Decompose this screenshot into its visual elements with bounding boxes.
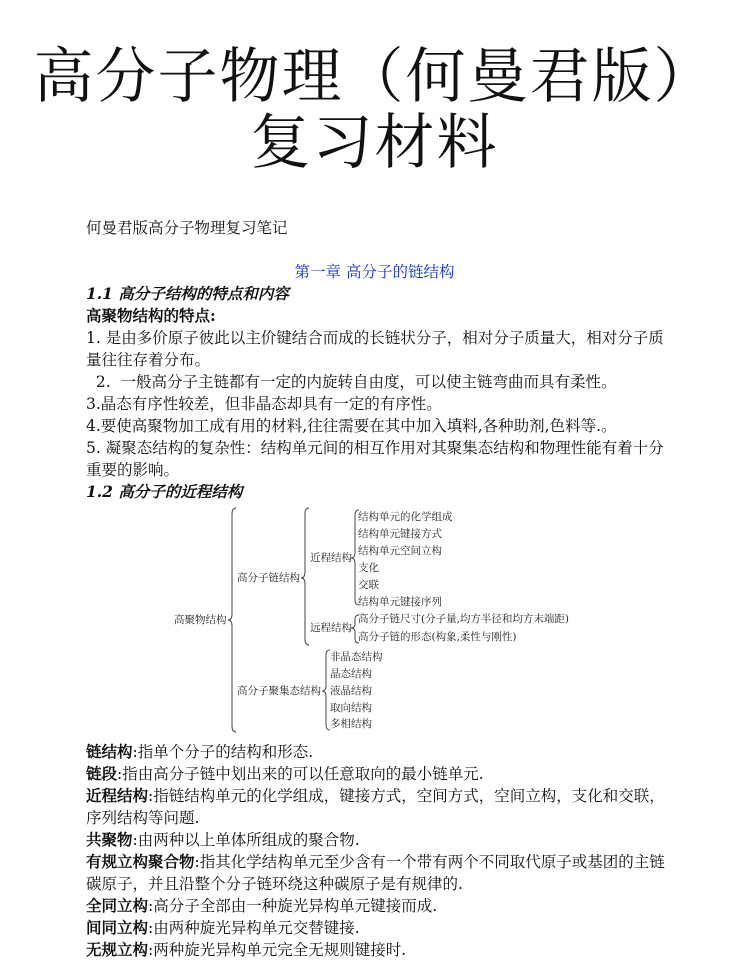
definition: [86, 741, 671, 763]
leaf: 结构单元键接方式: [358, 528, 442, 540]
section-heading: 1.1 高分子结构的特点和内容: [86, 284, 289, 303]
section-heading: 1.2 高分子的近程结构: [86, 482, 243, 501]
definition-text: :高分子全部由一种旋光异构单元键接而成.: [148, 897, 438, 915]
leaf: 液晶结构: [330, 685, 372, 697]
subtitle: 何曼君版高分子物理复习笔记: [86, 219, 288, 237]
leaf: 交联: [358, 579, 379, 591]
node-short-range: 近程结构: [310, 552, 352, 564]
brace: [228, 508, 236, 732]
section-1-1: [86, 283, 671, 503]
leaf: 取向结构: [330, 702, 372, 714]
term: 近程结构: [86, 786, 149, 805]
brace: [301, 508, 309, 645]
definition-text: :指由高分子链中划出来的可以任意取向的最小链单元.: [117, 765, 484, 783]
definition-text: :由两种旋光异构单元交替键接.: [148, 919, 360, 937]
definition-text: :指其化学结构单元至少含有一个带有两个不同取代原子或基团的主链碳原子，并且沿整个分子链环绕这种碳原子是有规律的.: [86, 853, 665, 893]
definition: [86, 895, 671, 917]
definition: [86, 917, 671, 939]
list-item: 1. 是由多价原子彼此以主价键结合而成的长链状分子，相对分子质量大，相对分子质量往往存着分布。: [86, 329, 664, 369]
term: 链结构: [86, 742, 133, 761]
definitions: [86, 741, 671, 961]
term: 全同立构: [86, 896, 149, 915]
leaf: 晶态结构: [330, 668, 372, 680]
subheading: 高聚物结构的特点:: [86, 306, 216, 325]
definition: [86, 829, 671, 851]
definition-text: :指链结构单元的化学组成，键接方式，空间方式，空间立构，支化和交联，序列结构等问题.: [86, 787, 665, 827]
node-root: 高聚物结构: [174, 614, 227, 626]
definition-text: :由两种以上单体所组成的聚合物.: [132, 831, 360, 849]
definition: [86, 785, 671, 829]
leaf: 结构单元空间立构: [358, 545, 442, 557]
leaf: 结构单元键接序列: [358, 596, 442, 608]
leaf: 高分子链的形态(构象,柔性与刚性): [358, 631, 517, 643]
definition-text: :指单个分子的结构和形态.: [132, 743, 314, 761]
list-item: 2. 一般高分子主链都有一定的内旋转自由度，可以使主链弯曲而具有柔性。: [86, 373, 617, 391]
brace: [351, 510, 359, 605]
leaf: 高分子链尺寸(分子量,均方半径和均方末端距): [358, 613, 570, 625]
node-aggregate: 高分子聚集态结构: [237, 685, 321, 697]
node-long-range: 远程结构: [310, 622, 352, 634]
definition-text: :两种旋光异构单元完全无规则键接时.: [148, 941, 407, 959]
brace: [351, 615, 359, 643]
node-chain: 高分子链结构: [237, 572, 300, 584]
term: 有规立构聚合物: [86, 852, 195, 871]
term: 链段: [86, 764, 118, 783]
chapter-heading: 第一章 高分子的链结构: [294, 263, 455, 281]
leaf: 非晶态结构: [330, 651, 383, 663]
definition: [86, 763, 671, 785]
definition: [86, 939, 671, 961]
list-item: 4.要使高聚物加工成有用的材料,往往需要在其中加入填料,各种助剂,色料等.。: [86, 417, 617, 435]
definition: [86, 851, 671, 895]
term: 间同立构: [86, 918, 149, 937]
leaf: 支化: [358, 562, 379, 574]
term: 无规立构: [86, 940, 149, 959]
document-title-line1: 高分子物理（何曼君版）: [33, 42, 716, 112]
document-title-line2: 复习材料: [250, 108, 499, 178]
list-item: 3.晶态有序性较差，但非晶态却具有一定的有序性。: [86, 395, 442, 413]
leaf: 结构单元的化学组成: [358, 511, 453, 523]
brace: [322, 650, 330, 730]
leaf: 多相结构: [330, 718, 372, 730]
list-item: 5. 凝聚态结构的复杂性：结构单元间的相互作用对其聚集态结构和物理性能有着十分重要的影响。: [86, 439, 664, 479]
term: 共聚物: [86, 830, 133, 849]
